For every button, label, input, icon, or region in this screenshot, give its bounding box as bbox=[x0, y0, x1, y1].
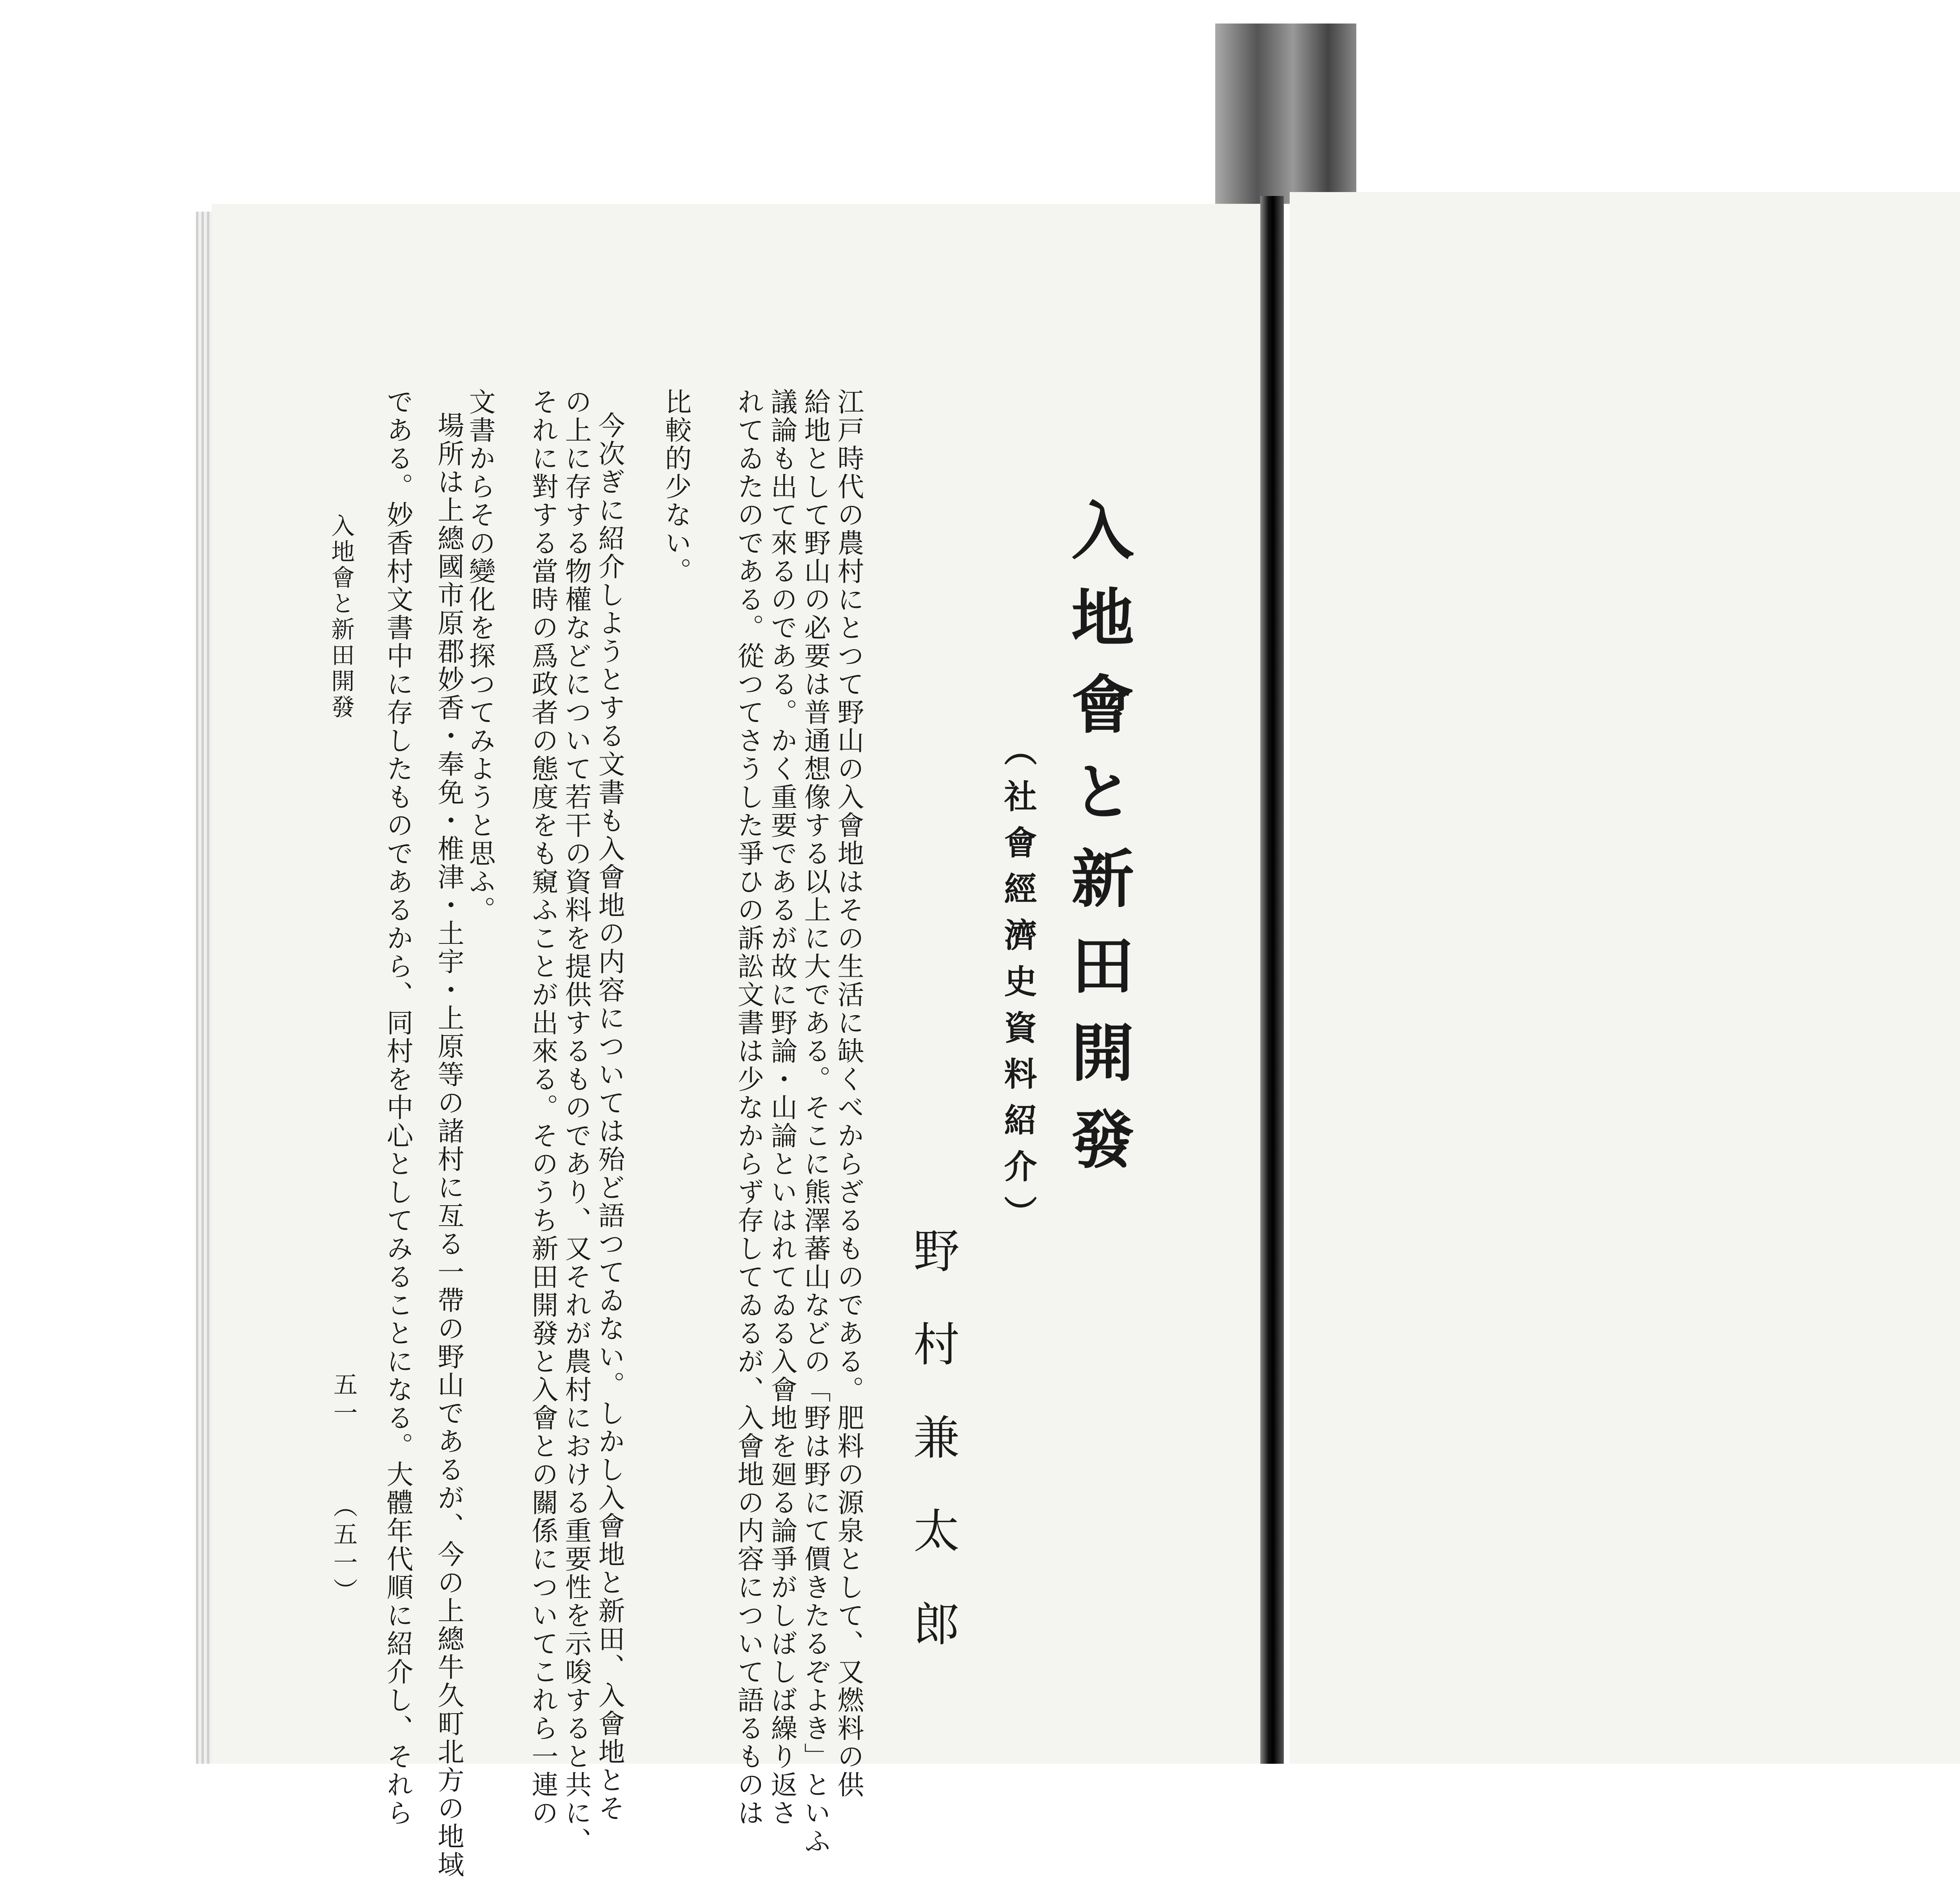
body-line: 比較的少ない。 bbox=[661, 388, 691, 586]
body-line: 場所は上總國市原郡妙香・奉免・椎津・土宇・上原等の諸村に亙る一帶の野山であるが、今の上總牛久町北方の地域 bbox=[433, 412, 464, 1879]
page-number: 五一 bbox=[329, 1372, 358, 1428]
body-line: 議論も出て來るのである。かく重要であるが故に野論・山論といはれてゐる入會地を廻る論爭がしばしば繰り返さ bbox=[766, 388, 797, 1827]
body-line: である。妙香村文書中に存したものであるから、同村を中心としてみることになる。大體年代順に紹介し、それら bbox=[382, 388, 413, 1827]
author-name: 野村兼太郎 bbox=[906, 1227, 960, 1693]
body-line: それに對する當時の爲政者の態度をも窺ふことが出來る。そのうち新田開發と入會との關係についてこれら一連の bbox=[527, 388, 558, 1827]
left-page-edge bbox=[196, 212, 212, 1764]
book-spine bbox=[1260, 196, 1284, 1764]
article-subtitle: （社會經濟史資料紹介） bbox=[999, 733, 1038, 1242]
running-head: 入地會と新田開發 bbox=[327, 513, 355, 720]
right-page bbox=[1290, 192, 1960, 1764]
body-line: の上に存する物權などについて若干の資料を提供するものであり、又それが農村における重要性を示唆すると共に、 bbox=[561, 388, 592, 1855]
article-title: 入地會と新田開發 bbox=[1061, 498, 1134, 1194]
body-line: 文書からその變化を探つてみようと思ふ。 bbox=[465, 388, 495, 924]
body-line: れてゐたのである。從つてさうした爭ひの訴訟文書は少なからず存してゐるが、入會地の内容について語るものは bbox=[733, 388, 764, 1827]
body-line: 今次ぎに紹介しようとする文書も入會地の内容については殆ど語つてゐない。しかし入會地と新田、入會地とそ bbox=[594, 412, 625, 1823]
page-number-paren: （五一） bbox=[329, 1493, 358, 1606]
body-line: 給地として野山の必要は普通想像する以上に大である。そこに熊澤蕃山などの「野は野にて價きたるぞよき」といふ bbox=[800, 388, 831, 1855]
body-line: 江戸時代の農村にとつて野山の入會地はその生活に缺くべからざるものである。肥料の源泉として、又燃料の供 bbox=[833, 388, 864, 1799]
binding-tab bbox=[1215, 24, 1356, 204]
